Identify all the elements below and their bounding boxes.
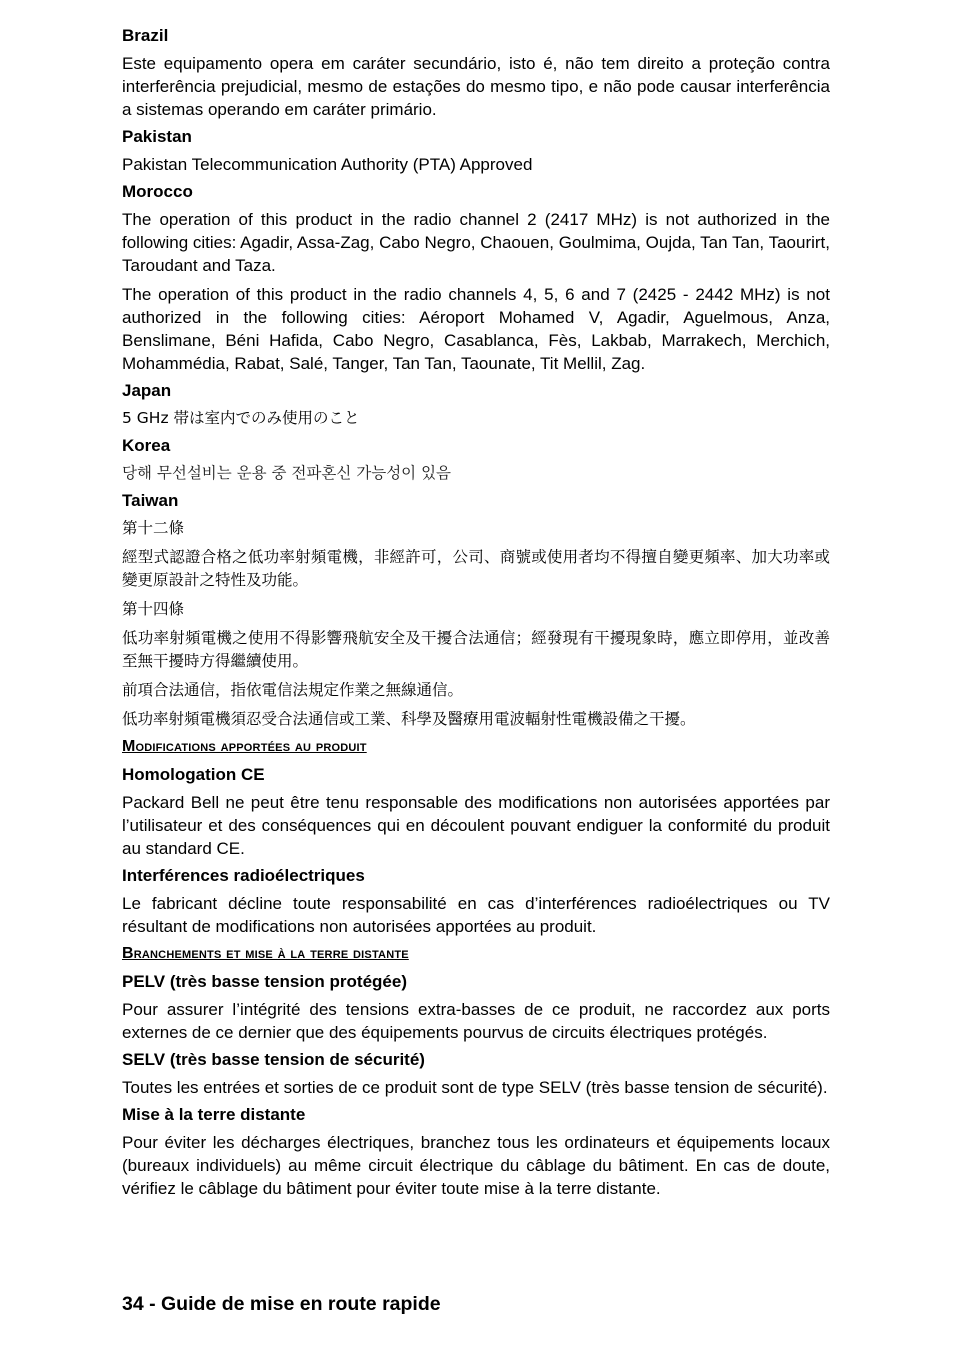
pakistan-heading: Pakistan	[122, 127, 192, 146]
brazil-heading: Brazil	[122, 26, 169, 45]
page-footer: 34 - Guide de mise en route rapide	[122, 1293, 441, 1315]
japan-heading: Japan	[122, 381, 172, 400]
morocco-text-channels-4-7: The operation of this product in the radio channels 4, 5, 6 and 7 (2425 - 2442 MHz) is not authorized in the following cities: Aéroport Mohamed V, Agadir, Aguelmous, Anza, Benslimane, Béni Hafida, Cabo Negro, Casablanca, Fès, Lakbab, Marrakech, Merchich, Mohammédia, Rabat, Salé, Tanger, Tan Tan, Taounate, Tit Mellil, Zag.	[122, 285, 830, 373]
ce-heading: Homologation CE	[122, 765, 265, 784]
page-content	[122, 26, 830, 1206]
taiwan-article-14-text-1: 低功率射頻電機之使用不得影響飛航安全及干擾合法通信；經發現有干擾現象時，應立即停用，並改善至無干擾時方得繼續使用。	[122, 629, 830, 670]
morocco-text-channel-2: The operation of this product in the radio channel 2 (2417 MHz) is not authorized in the following cities: Agadir, Assa-Zag, Cabo Negro, Chaouen, Goulmima, Oujda, Tan Tan, Taourirt, Taroudant and Taza.	[122, 210, 830, 275]
selv-heading: SELV (très basse tension de sécurité)	[122, 1050, 425, 1069]
taiwan-article-14-text-2: 前項合法通信，指依電信法規定作業之無線通信。	[122, 681, 464, 699]
selv-text: Toutes les entrées et sorties de ce produit sont de type SELV (très basse tension de sécurité).	[122, 1078, 828, 1097]
korea-heading: Korea	[122, 436, 171, 455]
pakistan-text: Pakistan Telecommunication Authority (PTA) Approved	[122, 155, 533, 174]
section-title-branchements: Branchements et mise à la terre distante	[122, 945, 409, 962]
korea-text: 당해 무선설비는 운용 중 전파혼신 가능성이 있음	[122, 464, 452, 482]
radio-interference-heading: Interférences radioélectriques	[122, 866, 365, 885]
pelv-heading: PELV (très basse tension protégée)	[122, 972, 407, 991]
radio-interference-text: Le fabricant décline toute responsabilité en cas d’interférences radioélectriques ou TV résultant de modifications non autorisées apportées au produit.	[122, 894, 830, 936]
taiwan-article-14-title: 第十四條	[122, 600, 185, 618]
taiwan-article-12-text: 經型式認證合格之低功率射頻電機，非經許可，公司、商號或使用者均不得擅自變更頻率、加大功率或變更原設計之特性及功能。	[122, 548, 830, 589]
pelv-text: Pour assurer l’intégrité des tensions extra-basses de ce produit, ne raccordez aux ports externes de ce dernier que des équipements pourvus de circuits électriques protégés.	[122, 1000, 830, 1042]
taiwan-article-14-text-3: 低功率射頻電機須忍受合法通信或工業、科學及醫療用電波輻射性電機設備之干擾。	[122, 710, 696, 728]
section-title-modifications: Modifications apportées au produit	[122, 738, 367, 755]
remote-earth-heading: Mise à la terre distante	[122, 1105, 306, 1124]
brazil-text: Este equipamento opera em caráter secundário, isto é, não tem direito a proteção contra interferência prejudicial, mesmo de estações do mesmo tipo, e não pode causar interferência a sistemas operando em caráter primário.	[122, 54, 830, 119]
japan-text: 5 GHz 帯は室内でのみ使用のこと	[122, 409, 360, 427]
ce-text: Packard Bell ne peut être tenu responsable des modifications non autorisées apportées par l’utilisateur et des conséquences qui en découlent pouvant endiguer la conformité du produit au standard CE.	[122, 793, 830, 858]
morocco-heading: Morocco	[122, 182, 193, 201]
taiwan-article-12-title: 第十二條	[122, 519, 185, 537]
taiwan-heading: Taiwan	[122, 491, 179, 510]
remote-earth-text: Pour éviter les décharges électriques, branchez tous les ordinateurs et équipements locaux (bureaux individuels) au même circuit électrique du câblage du bâtiment. En cas de doute, vérifiez le câblage du bâtiment pour éviter toute mise à la terre distante.	[122, 1133, 830, 1198]
